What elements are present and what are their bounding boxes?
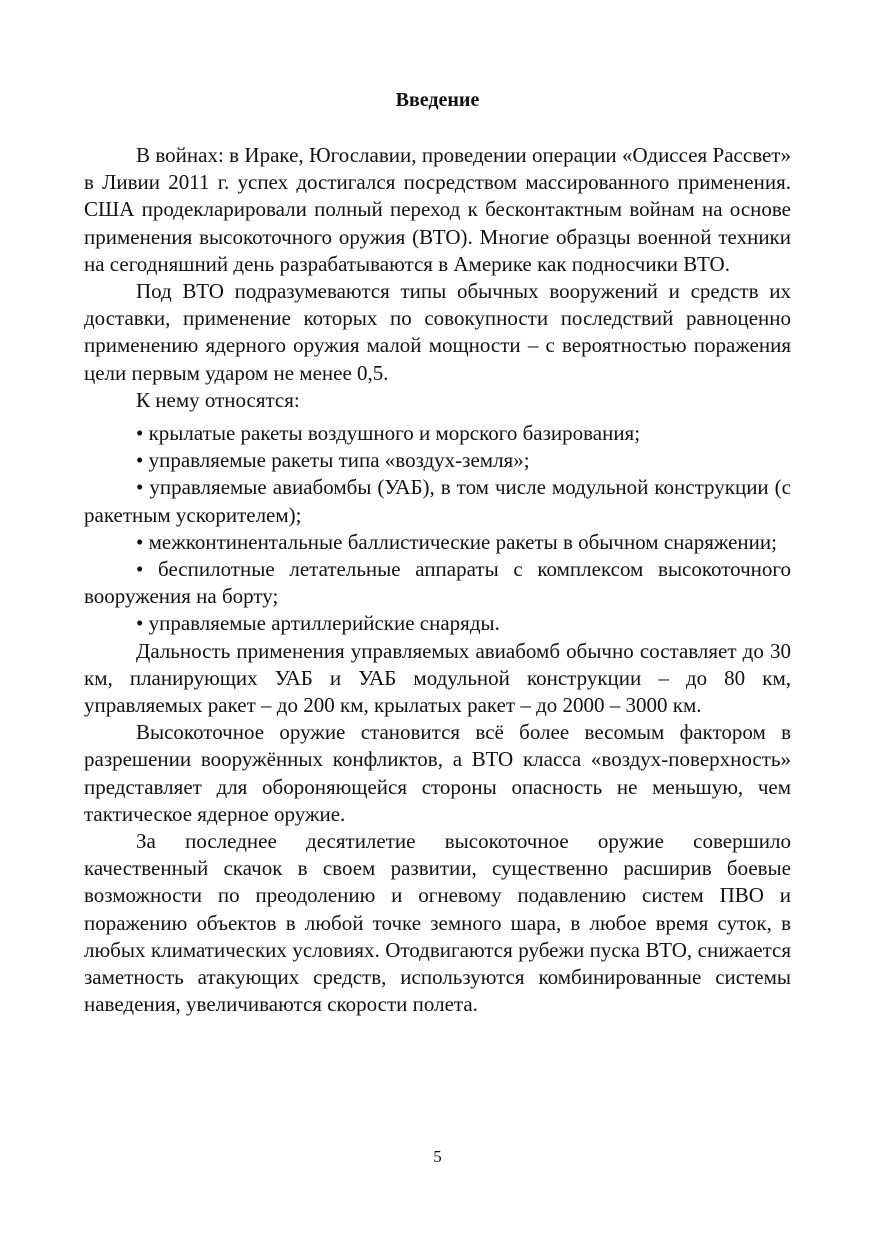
document-body <box>84 142 791 1019</box>
paragraph-significance: Высокоточное оружие становится всё более весомым фактором в разрешении вооружённых конфликтов, а ВТО класса «воздух-поверхность» представляет для обороняющейся стороны опасность не меньшую, чем тактическое ядерное оружие. <box>84 720 791 826</box>
weapons-list <box>84 420 791 638</box>
list-item: • крылатые ракеты воздушного и морского базирования; <box>136 421 641 446</box>
list-item: • управляемые артиллерийские снаряды. <box>136 611 500 636</box>
paragraph-development: За последнее десятилетие высокоточное оружие совершило качественный скачок в своем развитии, существенно расширив боевые возможности по преодолению и огневому подавлению систем ПВО и поражению объектов в любой точке земного шара, в любое время суток, в любых климатических условиях. Отодвигаются рубежи пуска ВТО, снижается заметность атакующих средств, используются комбинированные системы наведения, увеличиваются скорости полета. <box>84 829 791 1017</box>
list-item: • управляемые авиабомбы (УАБ), в том числе модульной конструкции (с ракетным ускорителем); <box>84 475 791 527</box>
paragraph-range: Дальность применения управляемых авиабомб обычно составляет до 30 км, планирующих УАБ и УАБ модульной конструкции – до 80 км, управляемых ракет – до 200 км, крылатых ракет – до 2000 – 3000 км. <box>84 638 791 718</box>
page-title: Введение <box>395 89 480 111</box>
list-item: • управляемые ракеты типа «воздух-земля»; <box>136 448 530 473</box>
list-item: • беспилотные летательные аппараты с комплексом высокоточного вооружения на борту; <box>84 557 791 609</box>
paragraph-intro: В войнах: в Ираке, Югославии, проведении операции «Одиссея Рассвет» в Ливии 2011 г. успех достигался посредством массированного применения. США продекларировали полный переход к бесконтактным войнам на основе применения высокоточного оружия (ВТО). Многие образцы военной техники на сегодняшний день разрабатываются в Америке как подносчики ВТО. <box>84 143 791 276</box>
paragraph-list-intro: К нему относятся: <box>136 387 300 412</box>
paragraph-definition: Под ВТО подразумеваются типы обычных вооружений и средств их доставки, применение которых по совокупности последствий равноценно применению ядерного оружия малой мощности – с вероятностью поражения цели первым ударом не менее 0,5. <box>84 279 791 385</box>
list-item: • межконтинентальные баллистические ракеты в обычном снаряжении; <box>136 529 777 554</box>
page-number: 5 <box>433 1147 442 1166</box>
